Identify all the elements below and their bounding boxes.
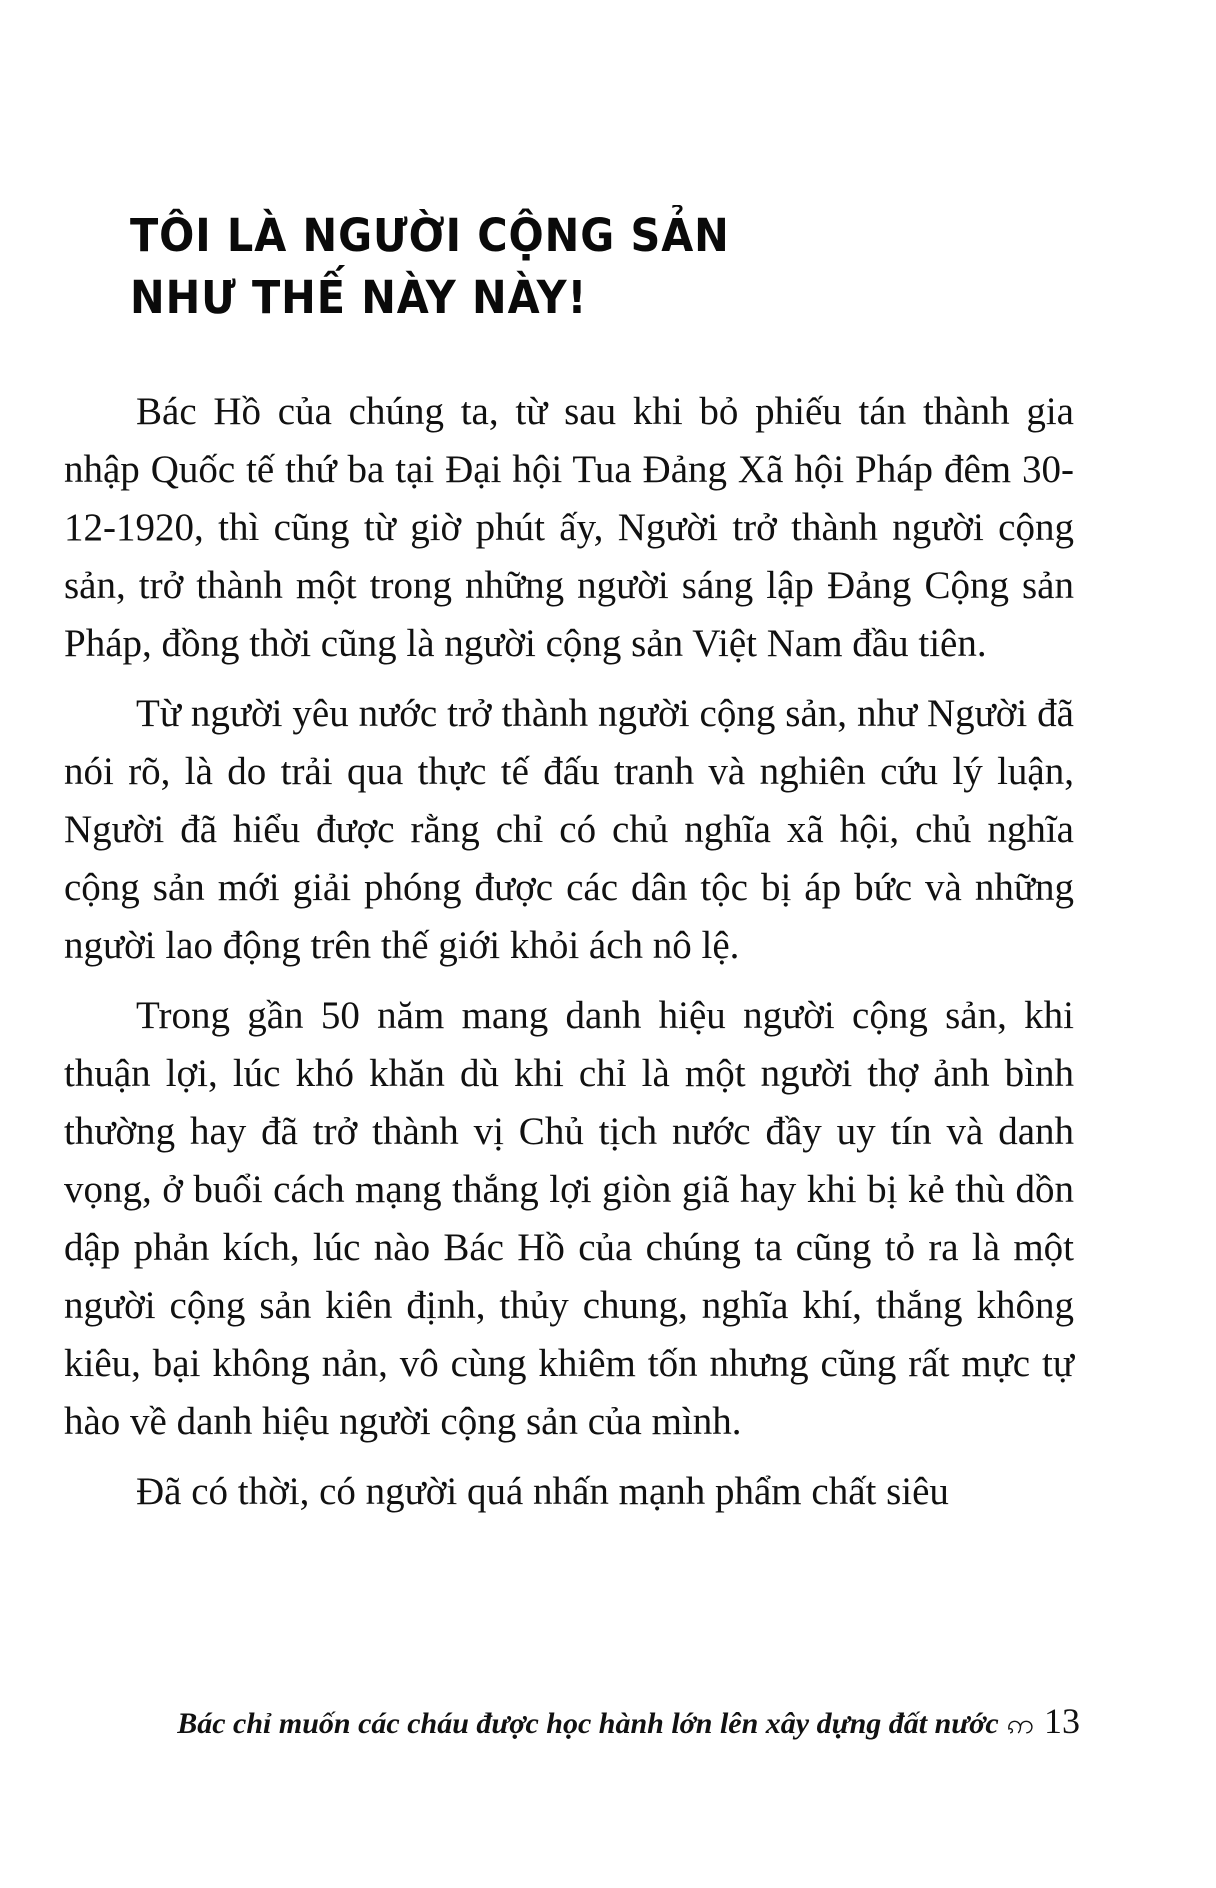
body-text: [64, 383, 1074, 1533]
chapter-title-line-2: NHƯ THẾ NÀY NÀY!: [130, 271, 588, 324]
chapter-title-line-1: TÔI LÀ NGƯỜI CỘNG SẢN: [130, 209, 730, 262]
paragraph-4: Đã có thời, có người quá nhấn mạnh phẩm chất siêu: [136, 1470, 949, 1513]
paragraph-2: Từ người yêu nước trở thành người cộng sản, như Người đã nói rõ, là do trải qua thực tế đấu tranh và nghiên cứu lý luận, Người đã hiểu được rằng chỉ có chủ nghĩa xã hội, chủ nghĩa cộng sản mới giải phóng được các dân tộc bị áp bức và những người lao động trên thế giới khỏi ách nô lệ.: [64, 692, 1074, 967]
ornament-icon: ဢ: [1006, 1707, 1034, 1740]
page-number: 13: [1044, 1701, 1080, 1741]
running-head: Bác chỉ muốn các cháu được học hành lớn lên xây dựng đất nước: [177, 1707, 999, 1740]
chapter-title: [130, 205, 958, 329]
paragraph-1: Bác Hồ của chúng ta, từ sau khi bỏ phiếu tán thành gia nhập Quốc tế thứ ba tại Đại hội Tua Đảng Xã hội Pháp đêm 30-12-1920, thì cũng từ giờ phút ấy, Người trở thành người cộng sản, trở thành một trong những người sáng lập Đảng Cộng sản Pháp, đồng thời cũng là người cộng sản Việt Nam đầu tiên.: [64, 390, 1074, 665]
page-footer: [177, 1700, 1080, 1747]
paragraph-3: Trong gần 50 năm mang danh hiệu người cộng sản, khi thuận lợi, lúc khó khăn dù khi chỉ là một người thợ ảnh bình thường hay đã trở thành vị Chủ tịch nước đầy uy tín và danh vọng, ở buổi cách mạng thắng lợi giòn giã hay khi bị kẻ thù dồn dập phản kích, lúc nào Bác Hồ của chúng ta cũng tỏ ra là một người cộng sản kiên định, thủy chung, nghĩa khí, thắng không kiêu, bại không nản, vô cùng khiêm tốn nhưng cũng rất mực tự hào về danh hiệu người cộng sản của mình.: [64, 994, 1074, 1443]
